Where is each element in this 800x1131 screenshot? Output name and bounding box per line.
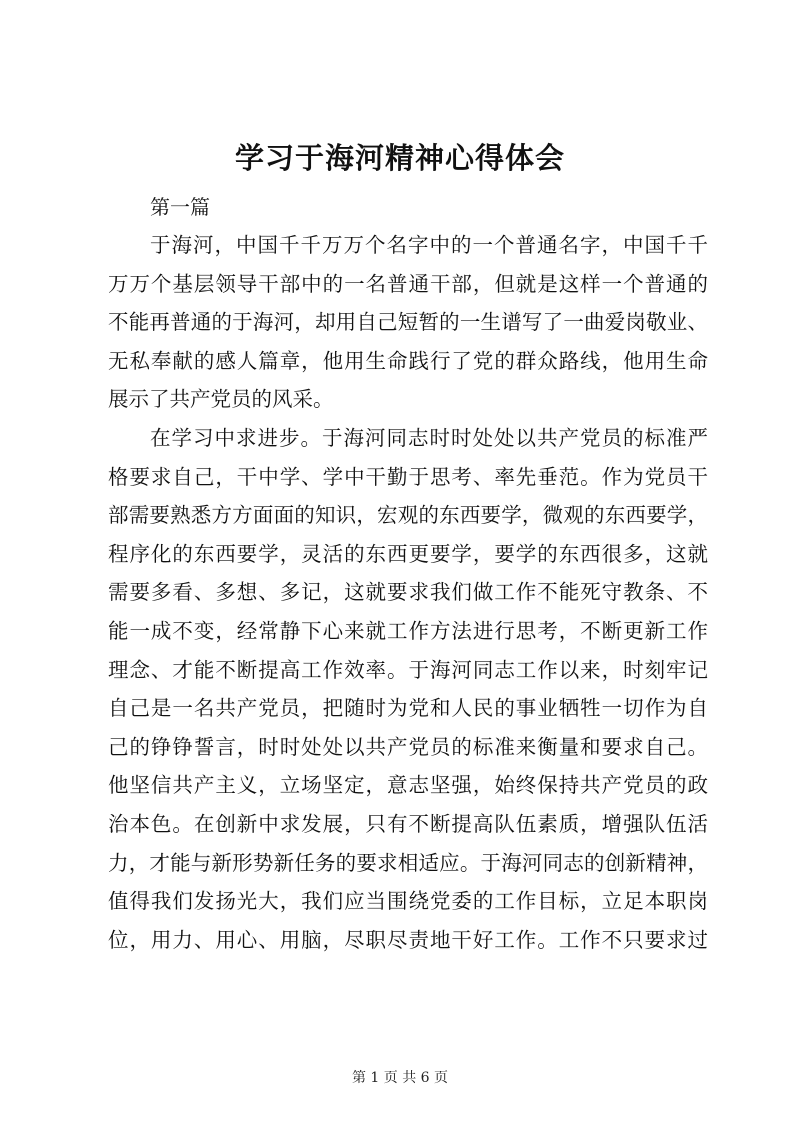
- body-line: 于海河，中国千千万万个名字中的一个普通名字，中国千千: [150, 233, 708, 257]
- body-line: 治本色。在创新中求发展，只有不断提高队伍素质，增强队伍活: [108, 811, 708, 836]
- body-line: 己的铮铮誓言，时时处处以共产党员的标准来衡量和要求自己。: [108, 734, 708, 759]
- body-line: 值得我们发扬光大，我们应当围绕党委的工作目标，立足本职岗: [108, 889, 708, 914]
- body-line: 在学习中求进步。于海河同志时时处处以共产党员的标准严: [150, 425, 708, 450]
- page-footer: 第 1 页 共 6 页: [351, 1070, 449, 1086]
- body-line: 力，才能与新形势新任务的要求相适应。于海河同志的创新精神，: [108, 850, 708, 875]
- body-line: 需要多看、多想、多记，这就要求我们做工作不能死守教条、不: [108, 580, 708, 605]
- body-text: [108, 226, 708, 959]
- body-line: 能一成不变，经常静下心来就工作方法进行思考，不断更新工作: [108, 618, 708, 643]
- body-line: 展示了共产党员的风采。: [108, 387, 334, 412]
- body-line: 格要求自己，干中学、学中干勤于思考、率先垂范。作为党员干: [108, 464, 708, 489]
- section-heading: 第一篇: [150, 195, 210, 219]
- body-line: 无私奉献的感人篇章，他用生命践行了党的群众路线，他用生命: [108, 348, 708, 373]
- body-line: 部需要熟悉方方面面的知识，宏观的东西要学，微观的东西要学，: [108, 503, 708, 528]
- document-title: 学习于海河精神心得体会: [234, 141, 565, 175]
- body-line: 万万个基层领导干部中的一名普通干部，但就是这样一个普通的: [108, 271, 708, 296]
- body-line: 程序化的东西要学，灵活的东西更要学，要学的东西很多，这就: [108, 541, 708, 566]
- body-line: 他坚信共产主义，立场坚定，意志坚强，始终保持共产党员的政: [108, 773, 708, 798]
- body-line: 自己是一名共产党员，把随时为党和人民的事业牺牲一切作为自: [108, 696, 708, 721]
- body-line: 位，用力、用心、用脑，尽职尽责地干好工作。工作不只要求过: [108, 927, 708, 952]
- body-line: 不能再普通的于海河，却用自己短暂的一生谱写了一曲爱岗敬业、: [108, 310, 708, 335]
- body-line: 理念、才能不断提高工作效率。于海河同志工作以来，时刻牢记: [108, 657, 708, 682]
